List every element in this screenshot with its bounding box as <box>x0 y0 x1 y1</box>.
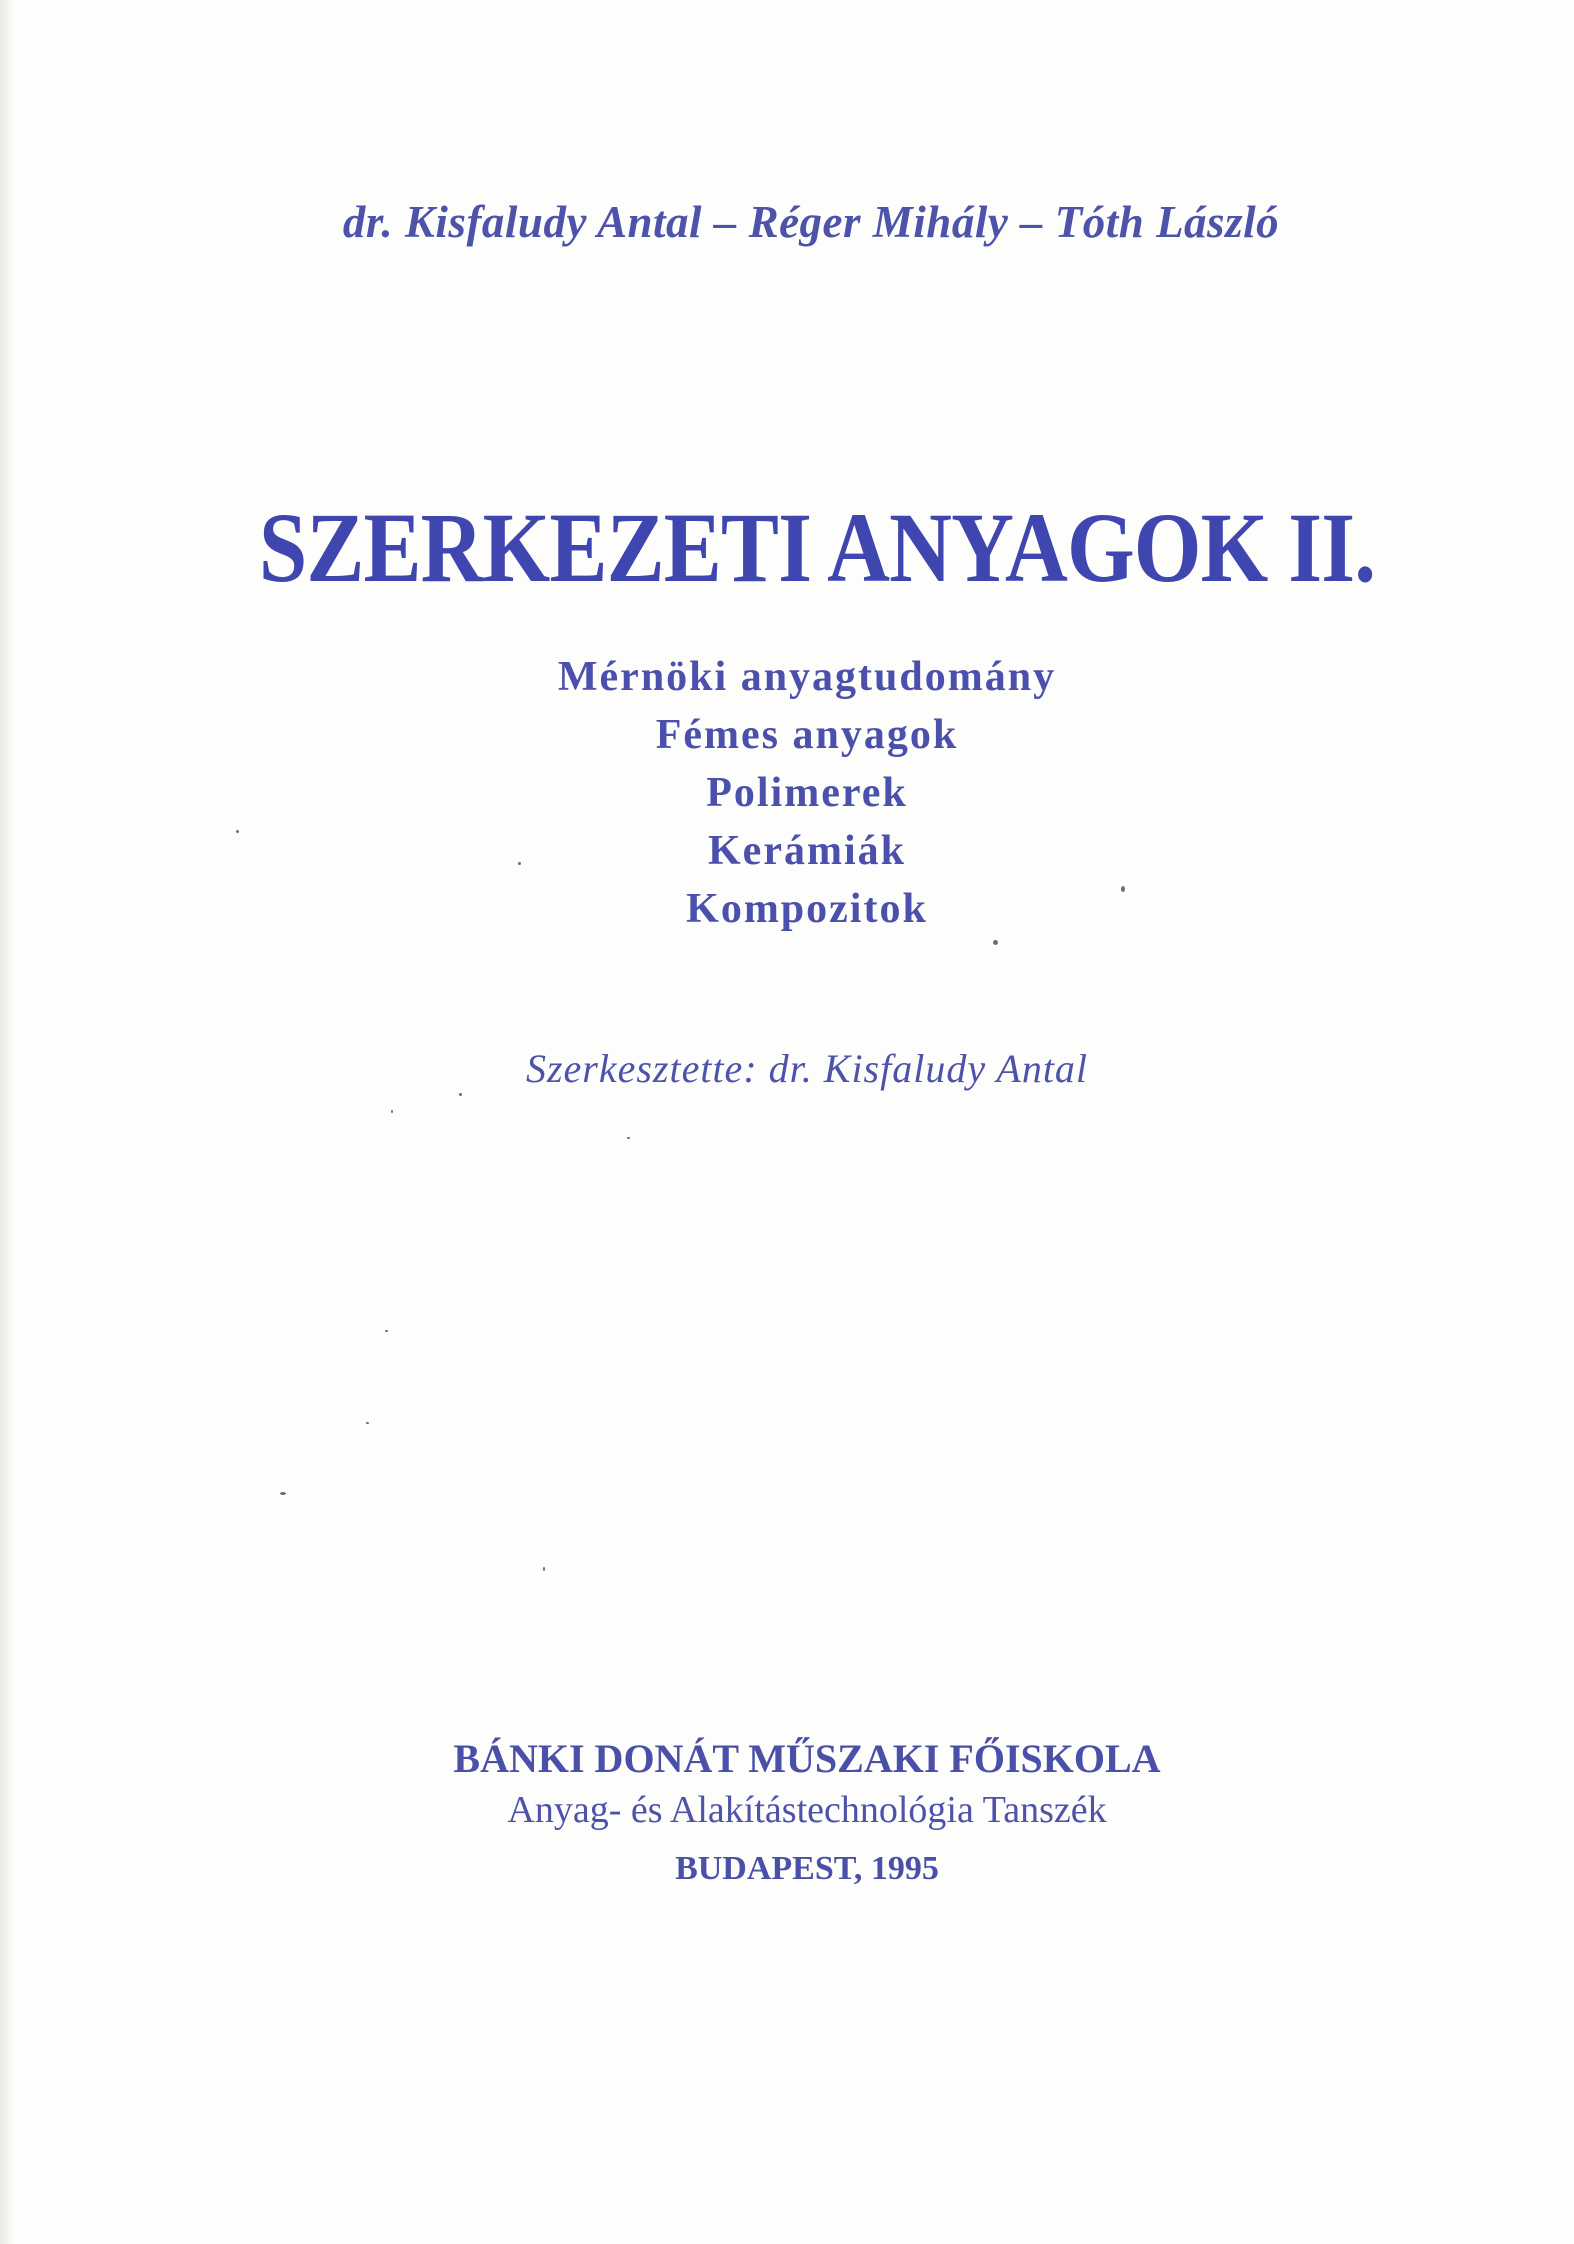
dust-speck <box>385 1330 388 1332</box>
dust-speck <box>1121 886 1125 892</box>
institution-name: BÁNKI DONÁT MŰSZAKI FŐISKOLA <box>453 1736 1161 1781</box>
subtitle-item: Kerámiák <box>708 828 906 874</box>
book-title: SZERKEZETI ANYAGOK II. <box>258 492 1376 603</box>
subtitle-item: Polimerek <box>706 770 908 816</box>
authors-line: dr. Kisfaludy Antal – Réger Mihály – Tóth László <box>342 197 1280 247</box>
dust-speck <box>627 1137 630 1139</box>
subtitle-item: Mérnöki anyagtudomány <box>557 654 1057 700</box>
dust-speck <box>518 862 521 865</box>
dust-speck <box>459 1093 462 1096</box>
editor-credit: Szerkesztette: dr. Kisfaludy Antal <box>525 1046 1089 1091</box>
dust-speck <box>993 940 998 945</box>
dust-speck <box>280 1492 286 1495</box>
subtitle-item: Fémes anyagok <box>655 712 959 758</box>
place-and-year: BUDAPEST, 1995 <box>675 1850 939 1887</box>
subtitle-list <box>0 648 1574 938</box>
department-name: Anyag- és Alakítástechnológia Tanszék <box>507 1789 1107 1831</box>
page-edge-shadow <box>0 0 14 2244</box>
dust-speck <box>236 830 239 833</box>
subtitle-item: Kompozitok <box>686 886 928 932</box>
dust-speck <box>391 1110 393 1113</box>
dust-speck <box>543 1567 545 1571</box>
dust-speck <box>366 1422 369 1424</box>
